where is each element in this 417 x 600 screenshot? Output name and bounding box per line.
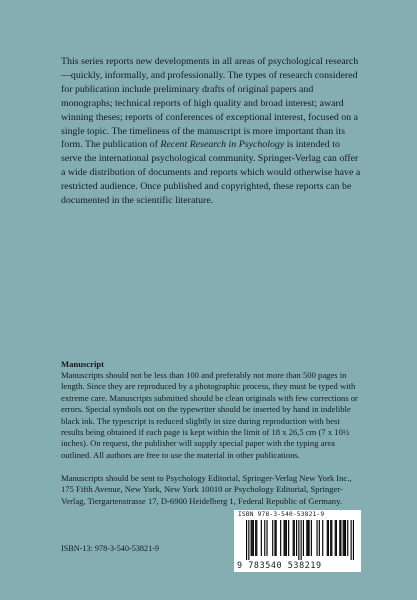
barcode-bar — [307, 520, 308, 556]
barcode-bar — [351, 520, 352, 560]
barcode-bar — [285, 520, 286, 556]
intro-text-part2: is intended to serve the international psychological community. Springer-Verlag can offer a wide distribution of documents and reports which would otherwise have a restricted audience. Once published and copyrighted, these reports can be documented in the scientific literature. — [61, 139, 361, 207]
barcode-bar — [252, 520, 253, 556]
barcode-bar — [298, 520, 299, 560]
barcode-bar — [345, 520, 346, 556]
barcode-bar — [296, 520, 297, 556]
series-name: Recent Research in Psychology — [160, 139, 285, 151]
barcode — [234, 510, 361, 572]
barcode-bar — [306, 520, 307, 556]
barcode-bar — [276, 520, 277, 556]
barcode-bar — [311, 520, 312, 556]
barcode-bar — [347, 520, 348, 556]
barcode-bar — [331, 520, 332, 556]
barcode-isbn-label: ISBN 978-3-540-53821-9 — [238, 511, 325, 518]
barcode-bar — [309, 520, 310, 556]
barcode-bar — [340, 520, 341, 556]
barcode-bar — [301, 520, 302, 560]
barcode-bar — [284, 520, 285, 556]
series-description — [61, 55, 361, 208]
barcode-bar — [256, 520, 257, 556]
barcode-bar — [248, 520, 249, 560]
barcode-bar — [343, 520, 344, 556]
intro-text-part1: This series reports new developments in all areas of psychological research—quickly, informally, and professionally. The types of research considered for publication include preliminary drafts of original papers and monographs; technical reports of high quality and broad interest; award winning theses; reports of conferences of exceptional interest, focused on a single topic. The timeliness of the manuscript is more important than its form. The publication of — [61, 56, 359, 151]
barcode-bar — [274, 520, 275, 556]
barcode-bar — [353, 520, 354, 560]
barcode-bar — [316, 520, 317, 556]
barcode-bar — [255, 520, 256, 556]
barcode-bar — [303, 520, 304, 556]
barcode-bars — [246, 520, 354, 560]
barcode-bar — [335, 520, 336, 556]
barcode-bar — [264, 520, 265, 556]
barcode-bar — [261, 520, 262, 556]
barcode-bar — [327, 520, 328, 556]
barcode-bar — [330, 520, 331, 556]
barcode-bar — [344, 520, 345, 556]
barcode-bar — [286, 520, 287, 556]
barcode-bar — [251, 520, 252, 556]
barcode-bar — [339, 520, 340, 556]
submission-address: Manuscripts should be sent to Psychology Editorial, Springer-Verlag New York Inc., 175 Fifth Avenue, New York, New York 10010 or Psychology Editorial, Springer-Verlag, Tiergartenstrasse 17, D-6900 Heidelberg 1, Federal Republic of Germany. — [61, 473, 352, 506]
barcode-bar — [336, 520, 337, 556]
manuscript-heading: Manuscript — [61, 359, 104, 369]
barcode-bar — [328, 520, 329, 556]
barcode-bar — [293, 520, 294, 556]
barcode-bar — [272, 520, 273, 556]
isbn-number: ISBN-13: 978-3-540-53821-9 — [61, 544, 160, 553]
barcode-bar — [322, 520, 323, 556]
barcode-bar — [266, 520, 267, 556]
barcode-bar — [319, 520, 320, 556]
barcode-digits: 9 783540 538219 — [237, 560, 322, 570]
barcode-bar — [294, 520, 295, 556]
barcode-bar — [288, 520, 289, 556]
manuscript-guidelines: Manuscripts should not be less than 100 and preferably not more than 500 pages in length. Since they are reproduced by a photographic process, they must be typed with extreme care. Manuscripts submitted should be clean originals with few corrections or errors. Special symbols not on the typewriter should be inserted by hand in indelible black ink. The typescript is reduced slightly in size during reproduction with best results being obtained if each page is kept within the limit of 18 x 26,5 cm (7 x 10½ inches). On request, the publisher will supply special paper with the typing area outlined. All authors are free to use the material in other publications. — [61, 370, 358, 460]
barcode-bar — [280, 520, 281, 556]
barcode-bar — [253, 520, 254, 556]
barcode-bar — [246, 520, 247, 560]
